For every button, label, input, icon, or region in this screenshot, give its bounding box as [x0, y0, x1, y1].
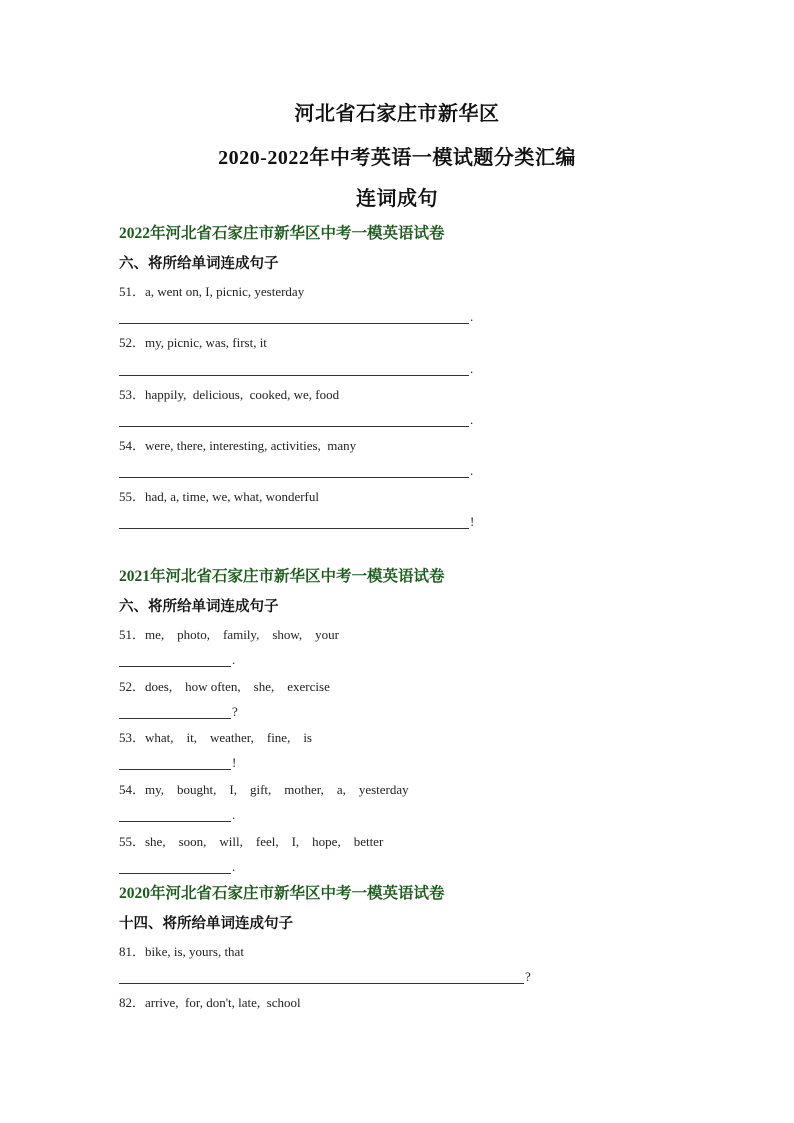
- question-prompt: 53．happily, delicious, cooked, we, food: [119, 387, 340, 402]
- answer-blank[interactable]: [119, 804, 235, 820]
- part-heading-2022: 六、将所给单词连成句子: [119, 256, 279, 272]
- answer-line: [119, 755, 231, 770]
- answer-line: [119, 969, 524, 984]
- answer-blank[interactable]: [119, 856, 235, 872]
- section-heading-2021: 2021年河北省石家庄市新华区中考一模英语试卷: [119, 568, 445, 585]
- answer-blank[interactable]: [119, 511, 474, 527]
- end-punctuation: .: [470, 309, 474, 324]
- answer-line: [119, 807, 231, 822]
- answer-line: [119, 514, 469, 529]
- end-punctuation: !: [232, 755, 237, 770]
- answer-blank[interactable]: [119, 460, 473, 476]
- answer-blank[interactable]: [119, 701, 238, 717]
- answer-blank[interactable]: [119, 966, 531, 982]
- answer-line: [119, 412, 469, 427]
- section-heading-2020: 2020年河北省石家庄市新华区中考一模英语试卷: [119, 885, 445, 902]
- end-punctuation: .: [470, 463, 474, 478]
- question-prompt: 82．arrive, for, don't, late, school: [119, 995, 301, 1010]
- answer-blank[interactable]: [119, 409, 473, 425]
- answer-line: [119, 859, 231, 874]
- part-heading-2021: 六、将所给单词连成句子: [119, 599, 279, 615]
- answer-blank[interactable]: [119, 358, 473, 374]
- end-punctuation: .: [470, 412, 474, 427]
- section-heading-2022: 2022年河北省石家庄市新华区中考一模英语试卷: [119, 225, 445, 242]
- question-prompt: 55．she, soon, will, feel, I, hope, better: [119, 834, 384, 849]
- question-prompt: 54．my, bought, I, gift, mother, a, yesterday: [119, 782, 409, 797]
- document-title-topic: 连词成句: [356, 188, 438, 210]
- question-prompt: 81．bike, is, yours, that: [119, 944, 244, 959]
- answer-line: [119, 463, 469, 478]
- question-prompt: 55．had, a, time, we, what, wonderful: [119, 489, 320, 504]
- question-prompt: 52．my, picnic, was, first, it: [119, 335, 267, 350]
- answer-blank[interactable]: [119, 752, 236, 768]
- end-punctuation: .: [232, 652, 236, 667]
- end-punctuation: .: [232, 859, 236, 874]
- end-punctuation: .: [470, 361, 474, 376]
- question-prompt: 54．were, there, interesting, activities, many: [119, 438, 357, 453]
- question-prompt: 51．me, photo, family, show, your: [119, 627, 340, 642]
- answer-blank[interactable]: [119, 306, 473, 322]
- question-prompt: 51．a, went on, I, picnic, yesterday: [119, 284, 305, 299]
- end-punctuation: !: [470, 514, 475, 529]
- end-punctuation: ?: [232, 704, 238, 719]
- end-punctuation: .: [232, 807, 236, 822]
- answer-line: [119, 704, 231, 719]
- question-prompt: 53．what, it, weather, fine, is: [119, 730, 312, 745]
- answer-line: [119, 361, 469, 376]
- document-title-years: 2020-2022年中考英语一模试题分类汇编: [218, 147, 576, 169]
- question-prompt: 52．does, how often, she, exercise: [119, 679, 330, 694]
- end-punctuation: ?: [525, 969, 531, 984]
- answer-line: [119, 309, 469, 324]
- answer-blank[interactable]: [119, 649, 235, 665]
- answer-line: [119, 652, 231, 667]
- document-title-region: 河北省石家庄市新华区: [294, 103, 500, 125]
- part-heading-2020: 十四、将所给单词连成句子: [119, 916, 293, 932]
